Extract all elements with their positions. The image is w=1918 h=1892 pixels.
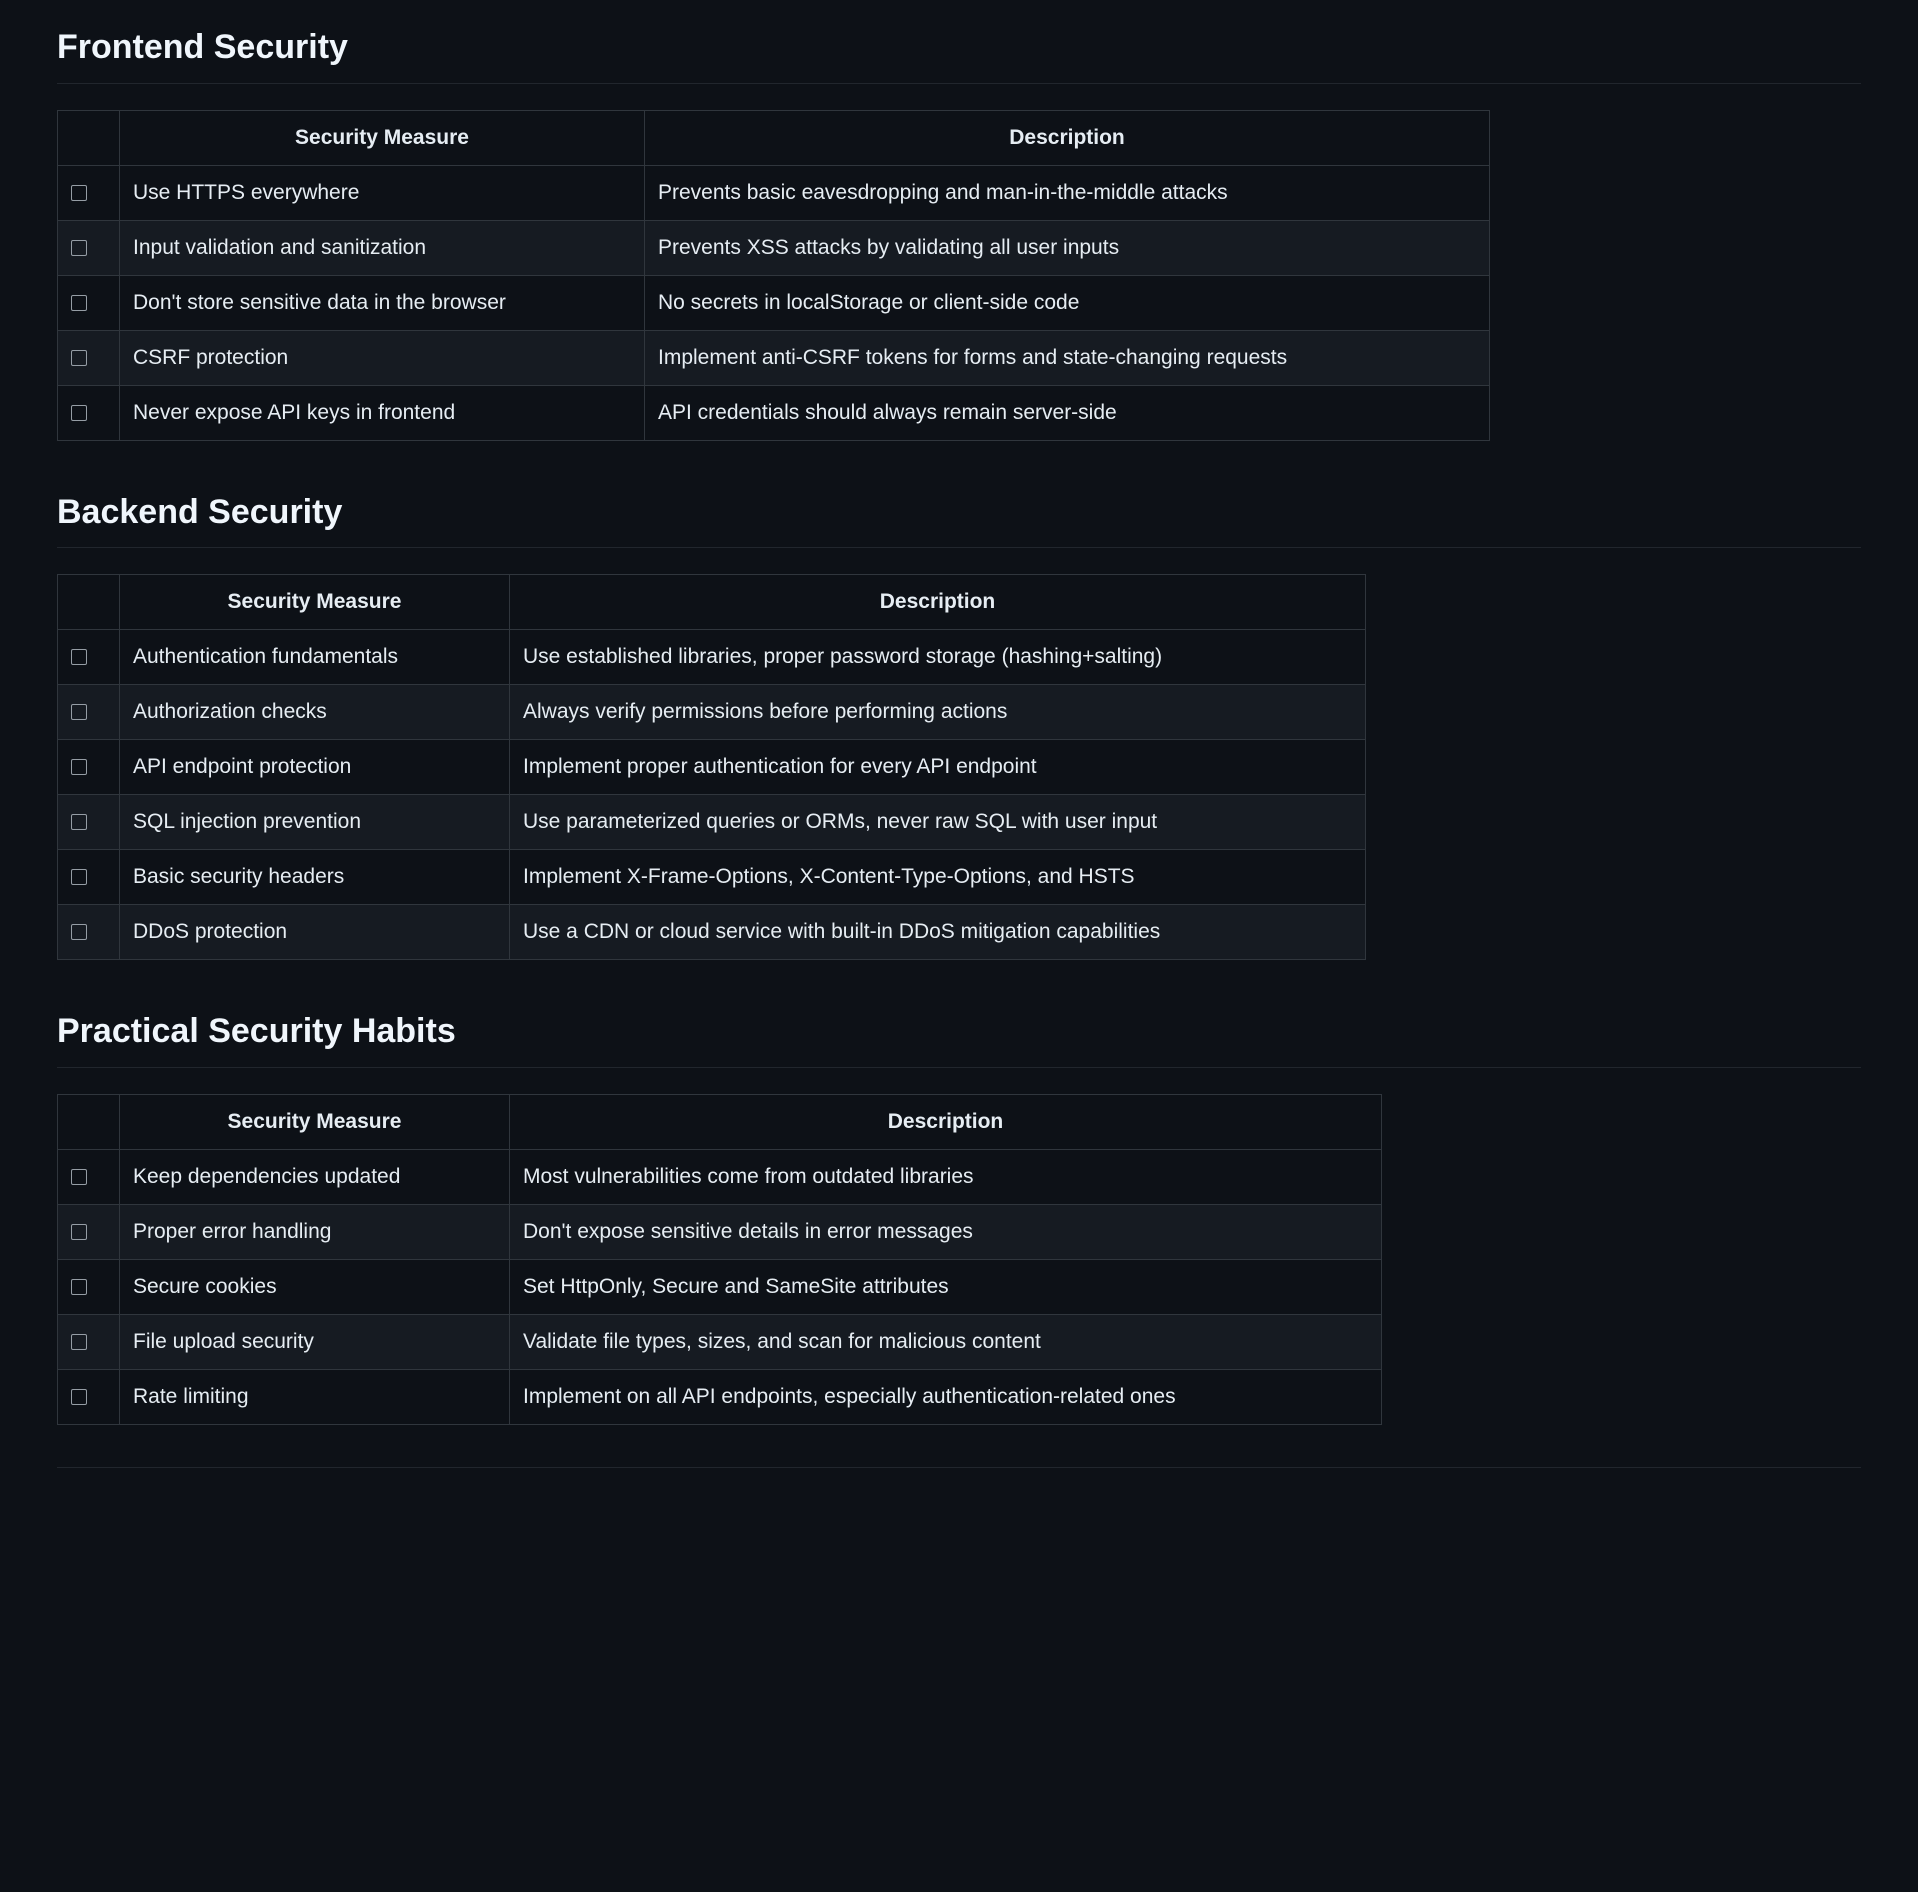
measure-cell: SQL injection prevention [120, 795, 510, 850]
measure-cell: CSRF protection [120, 330, 645, 385]
description-cell: Set HttpOnly, Secure and SameSite attributes [510, 1259, 1382, 1314]
measure-cell: Basic security headers [120, 850, 510, 905]
table-row [58, 385, 1490, 440]
unchecked-checkbox-icon[interactable] [71, 1334, 87, 1350]
measure-cell: DDoS protection [120, 905, 510, 960]
description-cell: Most vulnerabilities come from outdated libraries [510, 1149, 1382, 1204]
unchecked-checkbox-icon[interactable] [71, 240, 87, 256]
measure-cell: File upload security [120, 1314, 510, 1369]
unchecked-checkbox-icon[interactable] [71, 704, 87, 720]
table-row [58, 740, 1366, 795]
section-heading: Practical Security Habits [57, 1010, 1861, 1068]
description-cell: API credentials should always remain server-side [645, 385, 1490, 440]
description-column-header: Description [510, 1094, 1382, 1149]
measure-cell: Don't store sensitive data in the browser [120, 275, 645, 330]
unchecked-checkbox-icon[interactable] [71, 295, 87, 311]
section-heading: Frontend Security [57, 26, 1861, 84]
description-cell: Don't expose sensitive details in error messages [510, 1204, 1382, 1259]
description-cell: Implement proper authentication for every API endpoint [510, 740, 1366, 795]
bottom-divider [57, 1467, 1861, 1468]
unchecked-checkbox-icon[interactable] [71, 185, 87, 201]
checkbox-column-header [58, 1094, 120, 1149]
unchecked-checkbox-icon[interactable] [71, 869, 87, 885]
checkbox-column-header [58, 110, 120, 165]
unchecked-checkbox-icon[interactable] [71, 350, 87, 366]
checkbox-column-header [58, 575, 120, 630]
table-row [58, 1204, 1382, 1259]
table-row [58, 630, 1366, 685]
measure-cell: Rate limiting [120, 1369, 510, 1424]
table-row [58, 275, 1490, 330]
section-backend-security [57, 491, 1861, 961]
description-column-header: Description [510, 575, 1366, 630]
unchecked-checkbox-icon[interactable] [71, 924, 87, 940]
table-row [58, 220, 1490, 275]
table-header-row [58, 575, 1366, 630]
table-row [58, 1149, 1382, 1204]
unchecked-checkbox-icon[interactable] [71, 405, 87, 421]
table-header-row [58, 1094, 1382, 1149]
table-row [58, 1314, 1382, 1369]
measure-cell: Authorization checks [120, 685, 510, 740]
measure-column-header: Security Measure [120, 1094, 510, 1149]
description-cell: Implement X-Frame-Options, X-Content-Type-Options, and HSTS [510, 850, 1366, 905]
measure-column-header: Security Measure [120, 110, 645, 165]
unchecked-checkbox-icon[interactable] [71, 814, 87, 830]
description-cell: Always verify permissions before performing actions [510, 685, 1366, 740]
measure-cell: Keep dependencies updated [120, 1149, 510, 1204]
section-heading: Backend Security [57, 491, 1861, 549]
measure-cell: Use HTTPS everywhere [120, 165, 645, 220]
table-row [58, 330, 1490, 385]
frontend-security-table [57, 110, 1490, 441]
measure-cell: API endpoint protection [120, 740, 510, 795]
unchecked-checkbox-icon[interactable] [71, 649, 87, 665]
backend-security-table [57, 574, 1366, 960]
table-row [58, 165, 1490, 220]
table-row [58, 905, 1366, 960]
unchecked-checkbox-icon[interactable] [71, 759, 87, 775]
description-column-header: Description [645, 110, 1490, 165]
unchecked-checkbox-icon[interactable] [71, 1224, 87, 1240]
measure-cell: Authentication fundamentals [120, 630, 510, 685]
measure-cell: Secure cookies [120, 1259, 510, 1314]
description-cell: Implement on all API endpoints, especially authentication-related ones [510, 1369, 1382, 1424]
table-header-row [58, 110, 1490, 165]
table-row [58, 1259, 1382, 1314]
section-practical-security-habits [57, 1010, 1861, 1425]
description-cell: No secrets in localStorage or client-side code [645, 275, 1490, 330]
unchecked-checkbox-icon[interactable] [71, 1279, 87, 1295]
table-row [58, 1369, 1382, 1424]
table-row [58, 685, 1366, 740]
measure-cell: Never expose API keys in frontend [120, 385, 645, 440]
table-row [58, 850, 1366, 905]
description-cell: Implement anti-CSRF tokens for forms and state-changing requests [645, 330, 1490, 385]
description-cell: Use parameterized queries or ORMs, never raw SQL with user input [510, 795, 1366, 850]
unchecked-checkbox-icon[interactable] [71, 1169, 87, 1185]
description-cell: Prevents basic eavesdropping and man-in-the-middle attacks [645, 165, 1490, 220]
section-frontend-security [57, 26, 1861, 441]
description-cell: Validate file types, sizes, and scan for malicious content [510, 1314, 1382, 1369]
description-cell: Prevents XSS attacks by validating all user inputs [645, 220, 1490, 275]
measure-column-header: Security Measure [120, 575, 510, 630]
practical-security-habits-table [57, 1094, 1382, 1425]
table-row [58, 795, 1366, 850]
measure-cell: Proper error handling [120, 1204, 510, 1259]
measure-cell: Input validation and sanitization [120, 220, 645, 275]
unchecked-checkbox-icon[interactable] [71, 1389, 87, 1405]
description-cell: Use established libraries, proper password storage (hashing+salting) [510, 630, 1366, 685]
description-cell: Use a CDN or cloud service with built-in DDoS mitigation capabilities [510, 905, 1366, 960]
